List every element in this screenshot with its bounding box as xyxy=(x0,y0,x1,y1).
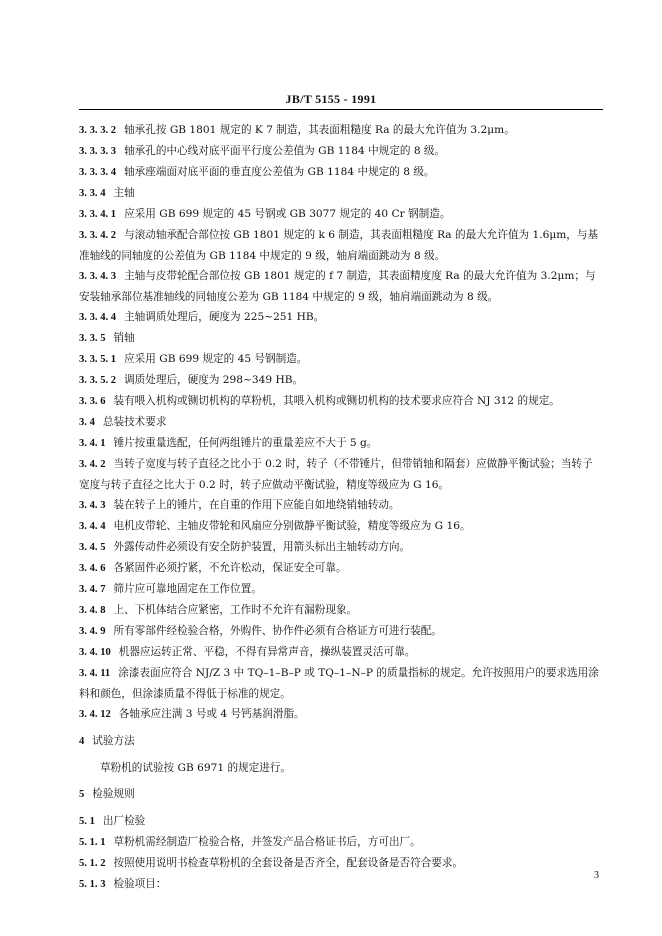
document-body xyxy=(79,120,603,895)
clause-3-4-6: 3. 4. 6 各紧固件必须拧紧，不允许松动，保证安全可靠。 xyxy=(79,562,347,574)
clause-3-4: 3. 4 总装技术要求 xyxy=(79,416,167,428)
clause-3-4-9: 3. 4. 9 所有零部件经检验合格，外购件、协作件必须有合格证方可进行装配。 xyxy=(79,625,442,637)
clause-3-3-4: 3. 3. 4 主轴 xyxy=(79,187,135,199)
standard-code-header: JB/T 5155 - 1991 xyxy=(285,92,377,106)
clause-3-4-2: 3. 4. 2 当转子宽度与转子直径之比小于 0.2 时，转子（不带锤片，但带销轴和隔套）应做静平衡试验；当转子宽度与转子直径之比大于 0.2 时，转子应做动平衡试验，精度等级应为 G 16。 xyxy=(79,458,593,491)
clause-3-3-6: 3. 3. 6 装有喂入机构或铡切机构的草粉机，其喂入机构或铡切机构的技术要求应符合 NJ 312 的规定。 xyxy=(79,395,560,407)
clause-5-1-2: 5. 1. 2 按照使用说明书检查草粉机的全套设备是否齐全，配套设备是否符合要求。 xyxy=(79,857,464,869)
clause-3-4-3: 3. 4. 3 装在转子上的锤片，在自重的作用下应能自如地绕销轴转动。 xyxy=(79,499,400,511)
clause-3-4-11: 3. 4. 11 涂漆表面应符合 NJ/Z 3 中 TQ–1–B–P 或 TQ–1–N–P 的质量指标的规定。允许按照用户的要求选用涂料和颜色，但涂漆质量不得低于标准的规定。 xyxy=(79,667,599,700)
clause-3-4-4: 3. 4. 4 电机皮带轮、主轴皮带轮和风扇应分别做静平衡试验，精度等级应为 G 16。 xyxy=(79,520,471,532)
clause-3-4-7: 3. 4. 7 筛片应可靠地固定在工作位置。 xyxy=(79,583,262,595)
clause-5-1: 5. 1 出厂检验 xyxy=(79,815,146,827)
clause-3-4-10: 3. 4. 10 机器应运转正常、平稳，不得有异常声音，操纵装置灵活可靠。 xyxy=(79,646,416,658)
clause-3-4-12: 3. 4. 12 各轴承应注满 3 号或 4 号钙基润滑脂。 xyxy=(79,708,305,720)
clause-3-3-5-1: 3. 3. 5. 1 应采用 GB 699 规定的 45 号钢制造。 xyxy=(79,353,308,365)
clause-3-3-3-3: 3. 3. 3. 3 轴承孔的中心线对底平面平行度公差值为 GB 1184 中规定的 8 级。 xyxy=(79,145,446,157)
clause-3-3-5-2: 3. 3. 5. 2 调质处理后，硬度为 298~349 HB。 xyxy=(79,374,304,386)
section-5-heading: 5 检验规则 xyxy=(79,788,135,800)
clause-5-1-1: 5. 1. 1 草粉机需经制造厂检验合格，并签发产品合格证书后，方可出厂。 xyxy=(79,836,421,848)
clause-3-3-4-4: 3. 3. 4. 4 主轴调质处理后，硬度为 225~251 HB。 xyxy=(79,311,325,323)
clause-3-3-3-2: 3. 3. 3. 2 轴承孔按 GB 1801 规定的 K 7 制造，其表面粗糙度 Ra 的最大允许值为 3.2μm。 xyxy=(79,124,515,136)
section-4-body: 草粉机的试验按 GB 6971 的规定进行。 xyxy=(100,762,292,774)
clause-5-1-3: 5. 1. 3 检验项目： xyxy=(79,878,167,890)
clause-3-4-1: 3. 4. 1 锤片按重量选配，任何两组锤片的重量差应不大于 5 g。 xyxy=(79,437,378,449)
clause-3-4-8: 3. 4. 8 上、下机体结合应紧密，工作时不允许有漏粉现象。 xyxy=(79,604,358,616)
clause-3-3-3-4: 3. 3. 3. 4 轴承座端面对底平面的垂直度公差值为 GB 1184 中规定的 8 级。 xyxy=(79,166,435,178)
clause-3-3-4-3: 3. 3. 4. 3 主轴与皮带轮配合部位按 GB 1801 规定的 f 7 制造，其表面精度度 Ra 的最大允许值为 3.2μm；与安装轴承部位基准轴线的同轴度公差为 GB 1184 中规定的 9 级，轴肩端面跳动为 8 级。 xyxy=(79,270,596,303)
clause-3-3-4-1: 3. 3. 4. 1 应采用 GB 699 规定的 45 号钢或 GB 3077 规定的 40 Cr 钢制造。 xyxy=(79,208,451,220)
clause-3-3-4-2: 3. 3. 4. 2 与滚动轴承配合部位按 GB 1801 规定的 k 6 制造，其表面粗糙度 Ra 的最大允许值为 1.6μm，与基准轴线的同轴度的公差值为 GB 1184 中规定的 9 级，轴肩端面跳动为 8 级。 xyxy=(79,229,599,262)
header-rule xyxy=(79,109,603,110)
section-4-heading: 4 试验方法 xyxy=(79,735,135,747)
clause-3-3-5: 3. 3. 5 销轴 xyxy=(79,332,135,344)
clause-3-4-5: 3. 4. 5 外露传动件必须设有安全防护装置，用箭头标出主轴转动方向。 xyxy=(79,541,411,553)
page-number: 3 xyxy=(594,870,599,881)
